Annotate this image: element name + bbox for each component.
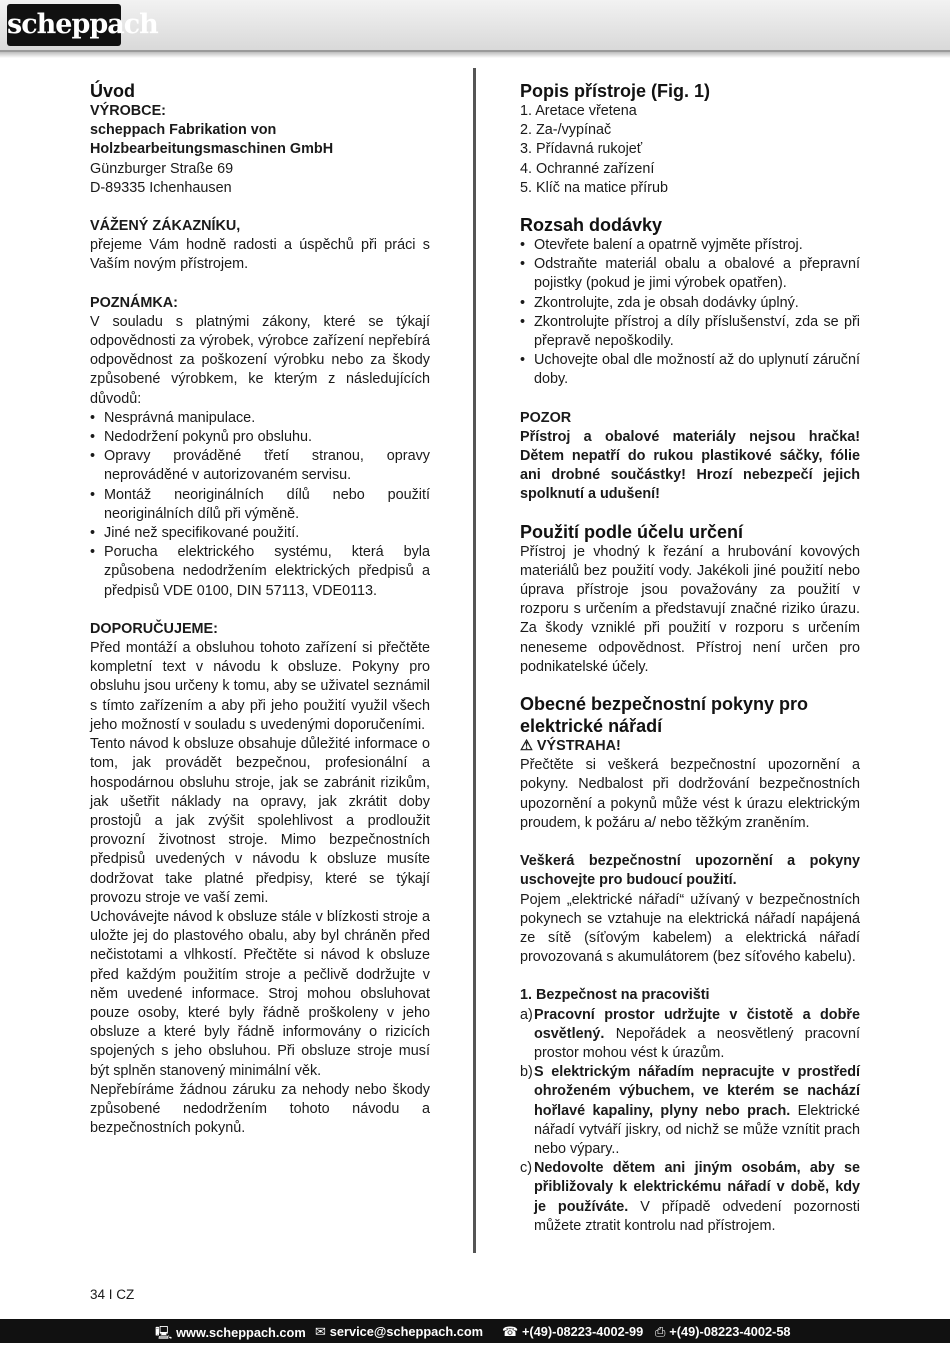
manufacturer-label: VÝROBCE: (90, 103, 166, 119)
caution-text: Přístroj a obalové materiály nejsou hračka! Dětem nepatří do rukou plastikové sáčky, fólie ani drobné součástky! Hrozí nebezpečí jejich spolknutí a udušení! (520, 428, 860, 503)
scheppach-logo: scheppach (7, 4, 121, 46)
warning-label: ⚠ VÝSTRAHA! (520, 738, 621, 755)
email-text: service@scheppach.com (329, 1324, 484, 1339)
note-item: • Jiné než specifikované použití. (90, 524, 430, 543)
scope-item: • Otevřete balení a opatrně vyjměte přístroj. (520, 236, 860, 255)
keep-instructions-text: Pojem „elektrické nářadí“ užívaný v bezpečnostních pokynech se vztahuje na elektrická nářadí napájená ze sítě (síťovým kabelem) a elektrická nářadí provozovaná s akumulátorem (bez síťového kabelu). (520, 891, 860, 966)
scope-item: • Uchovejte obal dle možností až do uplynutí záruční doby. (520, 351, 860, 389)
item-text: V případě odvedení pozornosti můžete ztratit kontrolu nad přístrojem. (534, 1198, 860, 1234)
right-column (520, 80, 860, 1236)
page-number: 34 I CZ (90, 1287, 135, 1302)
manufacturer-name-line-1: scheppach Fabrikation von (90, 122, 277, 139)
warning-text: Přečtěte si veškerá bezpečnostní upozornění a pokyny. Nedbalost při dodržování bezpečnostních upozornění a pokynů může vést k úrazu elektrickým proudem, k požáru a/ nebo těžkým zraněním. (520, 757, 860, 831)
computer-icon: 🖳 (155, 1325, 173, 1340)
description-item: 2. Za-/vypínač (520, 122, 612, 139)
telephone-icon: ☎ (502, 1324, 518, 1339)
item-letter: b) (520, 1064, 533, 1081)
workplace-item (520, 1063, 860, 1159)
note-item: • Montáž neoriginálních dílů nebo použití neoriginálních dílů při výměně. (90, 486, 430, 524)
description-item: 5. Klíč na matice přírub (520, 179, 668, 196)
description-item: 3. Přídavná rukojeť (520, 141, 643, 158)
note-item: • Nesprávná manipulace. (90, 409, 430, 428)
scope-item: • Odstraňte materiál obalu a obalové a přepravní pojistky (pokud je jimi výrobek opatřen). (520, 255, 860, 293)
manufacturer-name-line-2: Holzbearbeitungsmaschinen GmbH (90, 141, 334, 158)
envelope-icon: ✉ (315, 1324, 326, 1339)
note-label: POZNÁMKA: (90, 294, 178, 311)
recommend-paragraph: Tento návod k obsluze obsahuje důležité informace o tom, jak provádět bezpečnou, profesionální a hospodárnou obsluhu stroje, jak se zabránit rizikům, jak ušetřit náklady na opravy, jak zkrátit doby prostojů a jak zvýšit spolehlivost a prodloužit provozní životnost stroje. Mimo bezpečnostních předpisů uvedených v návodu k obsluze musíte dodržovat take platné předpisy, které se týkají provozu stroje ve vaší zemi. (90, 736, 430, 906)
header-bar (0, 0, 950, 52)
item-letter: a) (520, 1006, 533, 1023)
recommend-paragraph: Uchovávejte návod k obsluze stále v blízkosti stroje a uložte jej do plastového obalu, aby byl chráněn před nečistotami a vlhkostí. Přečtěte si návod k obsluze před každým použitím stroje a pečlivě dodržujte v něm uvedené informace. Stroj mohou obsluhovat pouze osoby, které byly řádně proškoleny v jeho obsluze a které byly řádně informovány o rizicích spojených s jeho obsluhou. Při obsluze stroje musí být splněn stanovený minimální věk. (90, 908, 430, 1079)
fax-icon: ⎙ (655, 1324, 666, 1339)
website-text: www.scheppach.com (176, 1325, 306, 1340)
column-divider (473, 68, 476, 1253)
left-column (90, 80, 430, 1138)
dear-customer-text: přejeme Vám hodně radosti a úspěchů při práci s Vaším novým přístrojem. (90, 237, 430, 273)
item-text: Nepořádek a neosvětlený pracovní prostor mohou vést k úrazům. (534, 1025, 860, 1061)
item-bold-text: Pracovní prostor udržujte v čistotě a dobře osvětlený. (534, 1006, 860, 1042)
intended-use-title: Použití podle účelu určení (520, 521, 744, 542)
note-item: • Nedodržení pokynů pro obsluhu. (90, 428, 430, 447)
phone-text: +(49)-08223-4002-99 (521, 1324, 644, 1339)
description-title: Popis přístroje (Fig. 1) (520, 81, 711, 101)
footer-fax (655, 1324, 791, 1340)
recommend-label: DOPORUČUJEME: (90, 620, 218, 637)
note-item: • Opravy prováděné třetí stranou, opravy neprováděné v autorizovaném servisu. (90, 447, 430, 485)
scope-title: Rozsah dodávky (520, 215, 663, 236)
scope-item: • Zkontrolujte přístroj a díly příslušenství, zda se při přepravě nepoškodily. (520, 313, 860, 351)
header-shadow (0, 52, 950, 58)
safety-title: Obecné bezpečnostní pokyny pro elektrické nářadí (520, 694, 809, 737)
footer-email[interactable] (315, 1324, 483, 1340)
intro-title: Úvod (90, 81, 135, 101)
recommend-paragraph: Před montáží a obsluhou tohoto zařízení si přečtěte kompletní text v návodu k obsluze. Pokyny pro obsluhu jsou určeny k tomu, aby se uživatel seznámil s tímto zařízením a aby při jeho použití využil všech jeho možností v souladu s uvedenými doporučeními. (90, 640, 430, 733)
footer-bar (0, 1319, 950, 1343)
address-city: D-89335 Ichenhausen (90, 179, 232, 196)
workplace-title: 1. Bezpečnost na pracovišti (520, 987, 710, 1004)
item-bold-text: Nedovolte dětem ani jiným osobám, aby se přibližovaly k elektrickému nářadí v době, kdy je používáte. (534, 1160, 860, 1215)
description-item: 4. Ochranné zařízení (520, 160, 655, 177)
recommend-paragraph: Nepřebíráme žádnou záruku za nehody nebo škody způsobené nedodržením tohoto návodu a bezpečnostních pokynů. (90, 1081, 430, 1137)
keep-instructions-bold: Veškerá bezpečnostní upozornění a pokyny uschovejte pro budoucí použití. (520, 853, 860, 889)
address-street: Günzburger Straße 69 (90, 160, 234, 177)
item-letter: c) (520, 1160, 532, 1177)
note-item: • Porucha elektrického systému, která byla způsobena nedodržením elektrických předpisů a předpisů VDE 0100, DIN 57113, VDE0113. (90, 543, 430, 601)
footer-phone (502, 1324, 643, 1340)
workplace-item (520, 1159, 860, 1236)
workplace-item (520, 1006, 860, 1064)
description-item: 1. Aretace vřetena (520, 103, 637, 119)
caution-label: POZOR (520, 409, 572, 426)
dear-customer-label: VÁŽENÝ ZÁKAZNÍKU, (90, 218, 241, 235)
item-bold-text: S elektrickým nářadím nepracujte v prostředí ohroženém výbuchem, ve kterém se nachází hořlavé kapaliny, plyny nebo prach. (534, 1064, 860, 1119)
fax-text: +(49)-08223-4002-58 (669, 1324, 791, 1339)
intended-use-text: Přístroj je vhodný k řezání a hrubování kovových materiálů bez použití vody. Jakékoli jiné použití nebo úprava přístroje jsou považovány za použití v rozporu s určením a představují značné riziko úrazu. Za škody vzniklé při použití v rozporu s určením neneseme odpovědnost. Přístroj není určen pro podnikatelské účely. (520, 543, 860, 675)
item-text: Elektrické nářadí vytváří jiskry, od nichž se může vznítit prach nebo výpary.. (534, 1102, 860, 1157)
note-text: V souladu s platnými zákony, které se týkají odpovědnosti za výrobek, výrobce zařízení nepřebírá odpovědnost za poškození výrobku nebo za škody způsobené výrobkem, ke kterým z následujících důvodů: (90, 313, 430, 407)
scope-item: • Zkontrolujte, zda je obsah dodávky úplný. (520, 294, 860, 313)
